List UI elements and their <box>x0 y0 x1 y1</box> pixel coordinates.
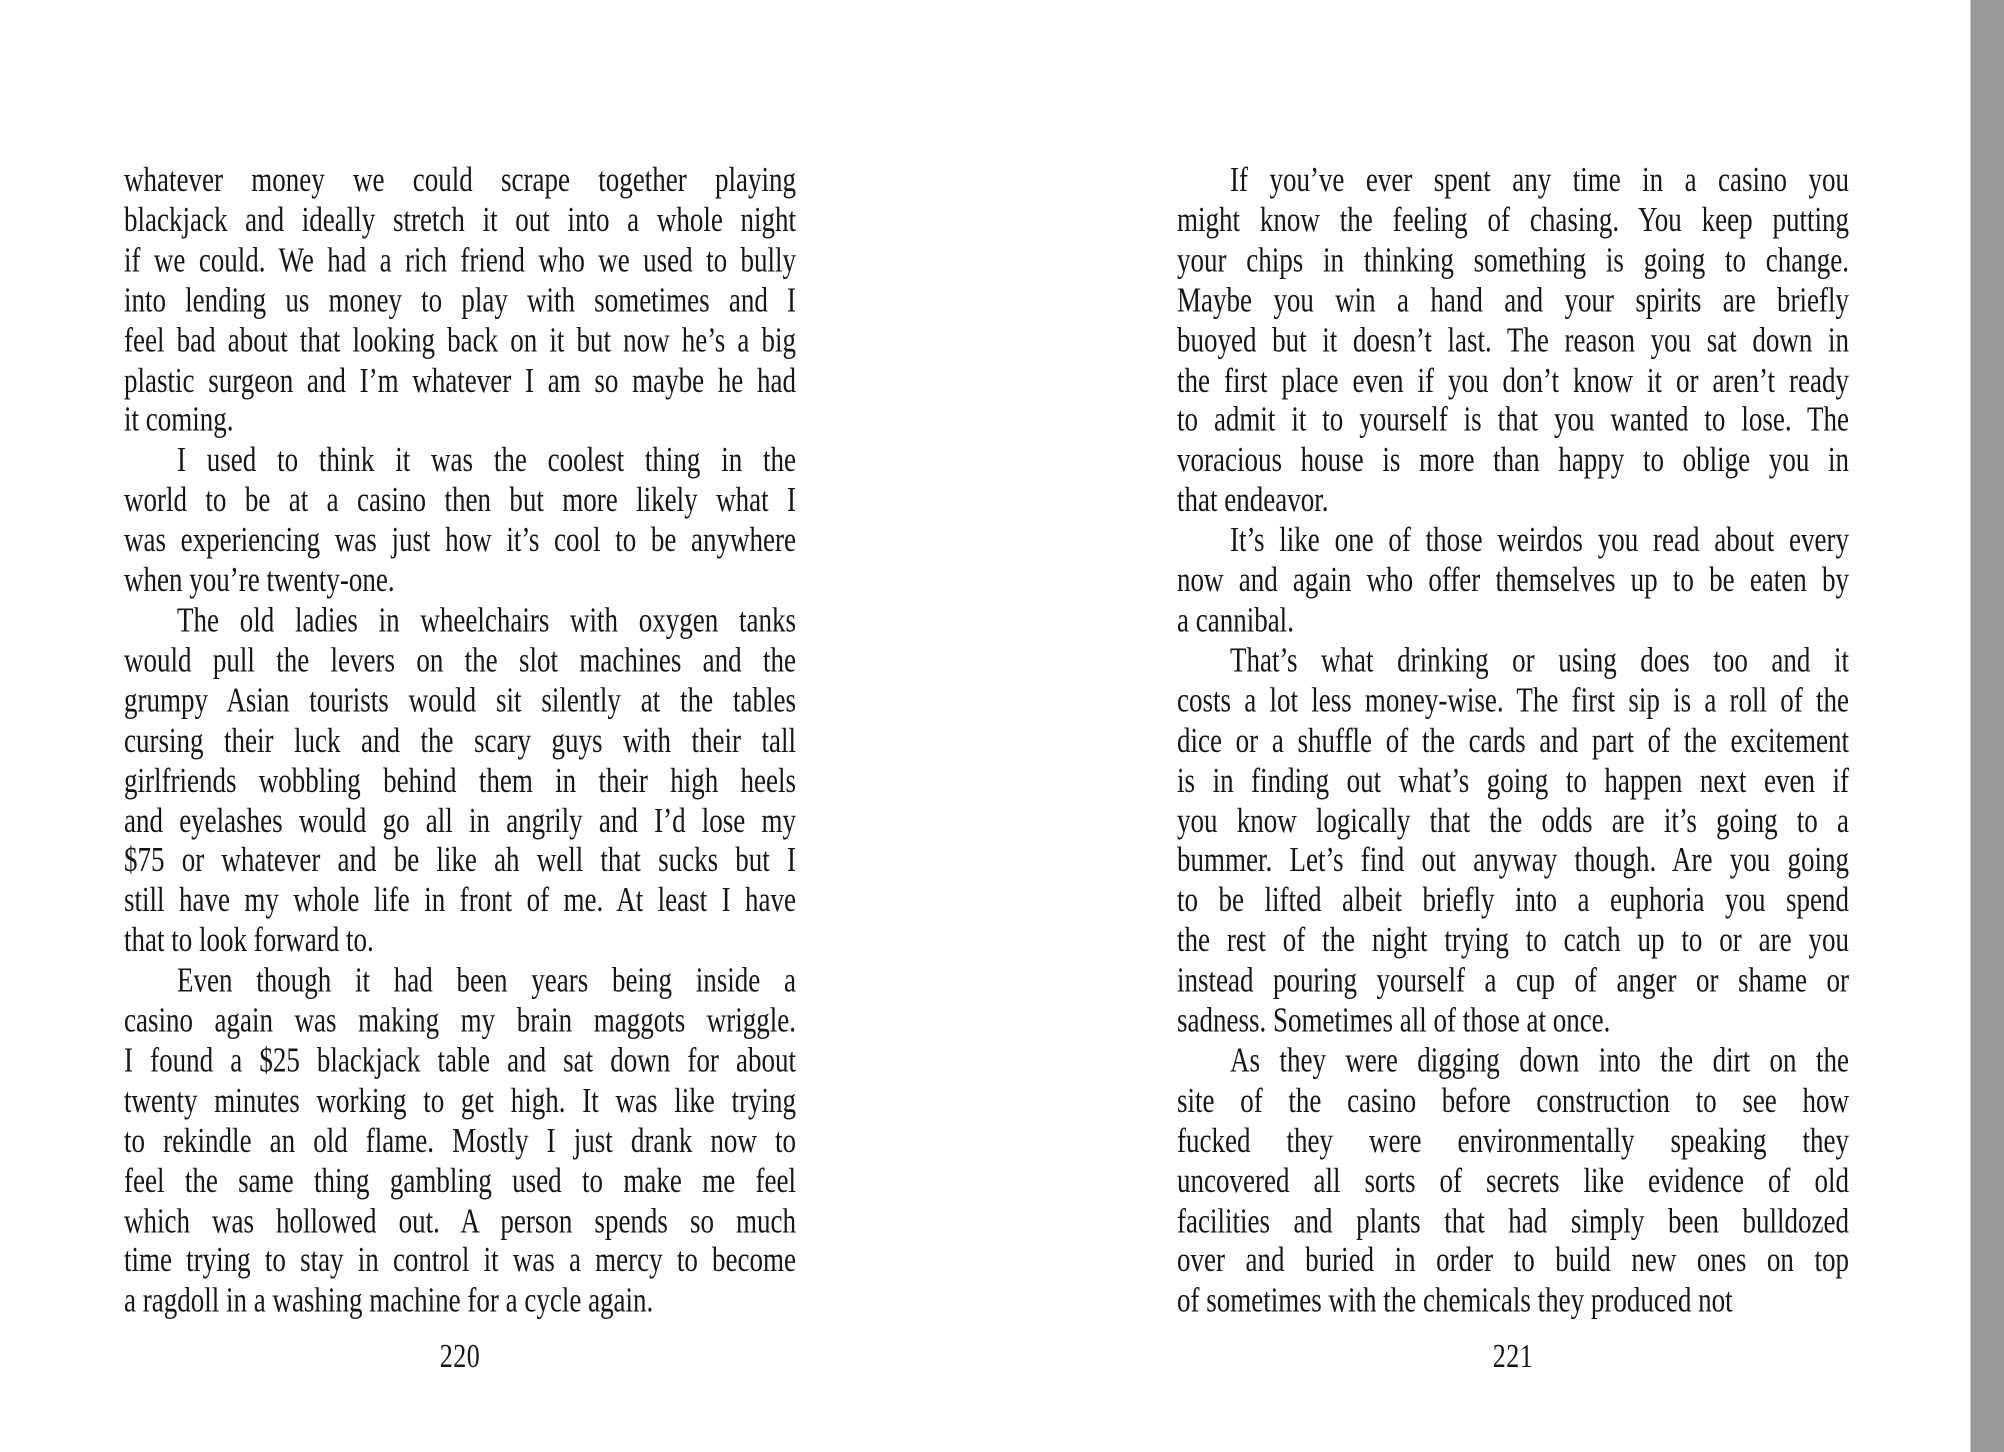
text-line: casino again was making my brain maggots wriggle. <box>124 1000 796 1040</box>
text-line: That’s what drinking or using does too and it <box>1230 640 1849 680</box>
text-line: blackjack and ideally stretch it out into a whole night <box>124 200 796 239</box>
text-line: voracious house is more than happy to oblige you in <box>1177 440 1849 480</box>
text-line: you know logically that the odds are it’s going to a <box>1177 800 1849 840</box>
text-line: a cannibal. <box>1177 600 1294 640</box>
text-line: if we could. We had a rich friend who we used to bully <box>124 240 796 279</box>
paragraph <box>1177 160 1849 520</box>
text-line: into lending us money to play with sometimes and I <box>124 280 796 319</box>
text-line: which was hollowed out. A person spends so much <box>124 1200 796 1240</box>
text-line: to admit it to yourself is that you wanted to lose. The <box>1177 400 1849 439</box>
paragraph <box>124 600 796 960</box>
text-line: plastic surgeon and I’m whatever I am so maybe he had <box>124 360 796 399</box>
paragraph <box>124 440 796 600</box>
paragraph <box>1177 640 1849 1040</box>
text-line: to rekindle an old flame. Mostly I just drank now to <box>124 1120 796 1160</box>
text-line: when you’re twenty-one. <box>124 560 395 600</box>
text-line: If you’ve ever spent any time in a casino you <box>1230 160 1849 199</box>
text-line: The old ladies in wheelchairs with oxygen tanks <box>177 600 796 640</box>
paragraph <box>1177 520 1849 640</box>
text-line: the rest of the night trying to catch up to or are you <box>1177 920 1849 960</box>
text-line: it coming. <box>124 400 234 439</box>
text-line: costs a lot less money-wise. The first sip is a roll of the <box>1177 680 1849 720</box>
text-line: the first place even if you don’t know it or aren’t ready <box>1177 360 1849 399</box>
page-number: 221 <box>1492 1337 1534 1376</box>
text-line: grumpy Asian tourists would sit silently at the tables <box>124 680 796 720</box>
page-right-text <box>1177 160 1849 1378</box>
text-line: I used to think it was the coolest thing in the <box>177 440 796 480</box>
paragraph <box>1177 1041 1849 1321</box>
text-line: twenty minutes working to get high. It was like trying <box>124 1080 796 1120</box>
text-line: time trying to stay in control it was a mercy to become <box>124 1240 796 1280</box>
text-line: site of the casino before construction to see how <box>1177 1080 1849 1120</box>
text-line: Maybe you win a hand and your spirits are briefly <box>1177 280 1849 319</box>
paragraph <box>124 160 796 440</box>
text-line: might know the feeling of chasing. You keep putting <box>1177 200 1849 239</box>
text-line: sadness. Sometimes all of those at once. <box>1177 1000 1611 1040</box>
text-line: a ragdoll in a washing machine for a cycle again. <box>124 1280 654 1320</box>
text-line: instead pouring yourself a cup of anger or shame or <box>1177 960 1849 1000</box>
text-line: As they were digging down into the dirt on the <box>1230 1040 1849 1080</box>
text-line: and eyelashes would go all in angrily and I’d lose my <box>124 800 796 840</box>
text-line: bummer. Let’s find out anyway though. Are you going <box>1177 840 1849 880</box>
text-line: Even though it had been years being inside a <box>177 960 796 1000</box>
text-line: feel the same thing gambling used to make me feel <box>124 1160 796 1200</box>
text-line: girlfriends wobbling behind them in their high heels <box>124 760 796 800</box>
text-line: world to be at a casino then but more likely what I <box>124 480 796 520</box>
text-line: that endeavor. <box>1177 480 1329 520</box>
paragraph <box>124 960 796 1320</box>
page-left-text <box>124 160 796 1378</box>
text-line: to be lifted albeit briefly into a euphoria you spend <box>1177 880 1849 920</box>
text-line: over and buried in order to build new ones on top <box>1177 1240 1849 1280</box>
text-line: $75 or whatever and be like ah well that sucks but I <box>124 840 796 880</box>
text-line: cursing their luck and the scary guys with their tall <box>124 720 796 760</box>
text-line: feel bad about that looking back on it but now he’s a big <box>124 320 796 359</box>
text-line: whatever money we could scrape together playing <box>124 160 796 199</box>
text-line: dice or a shuffle of the cards and part of the excitement <box>1177 720 1849 760</box>
text-line: is in finding out what’s going to happen next even if <box>1177 760 1849 800</box>
text-line: would pull the levers on the slot machines and the <box>124 640 796 680</box>
text-line: was experiencing was just how it’s cool to be anywhere <box>124 520 796 560</box>
text-line: buoyed but it doesn’t last. The reason you sat down in <box>1177 320 1849 359</box>
text-line: uncovered all sorts of secrets like evidence of old <box>1177 1160 1849 1200</box>
text-line: your chips in thinking something is going to change. <box>1177 240 1849 279</box>
text-line: facilities and plants that had simply been bulldozed <box>1177 1200 1849 1240</box>
text-line: I found a $25 blackjack table and sat down for about <box>124 1040 796 1080</box>
text-line: still have my whole life in front of me. At least I have <box>124 880 796 920</box>
text-line: now and again who offer themselves up to be eaten by <box>1177 560 1849 600</box>
scrollbar-track[interactable] <box>1970 0 2004 1452</box>
text-line: fucked they were environmentally speaking they <box>1177 1120 1849 1160</box>
text-line: of sometimes with the chemicals they produced not <box>1177 1280 1733 1320</box>
text-line: that to look forward to. <box>124 920 374 960</box>
text-line: It’s like one of those weirdos you read about every <box>1230 520 1849 560</box>
page-number: 220 <box>439 1337 481 1376</box>
